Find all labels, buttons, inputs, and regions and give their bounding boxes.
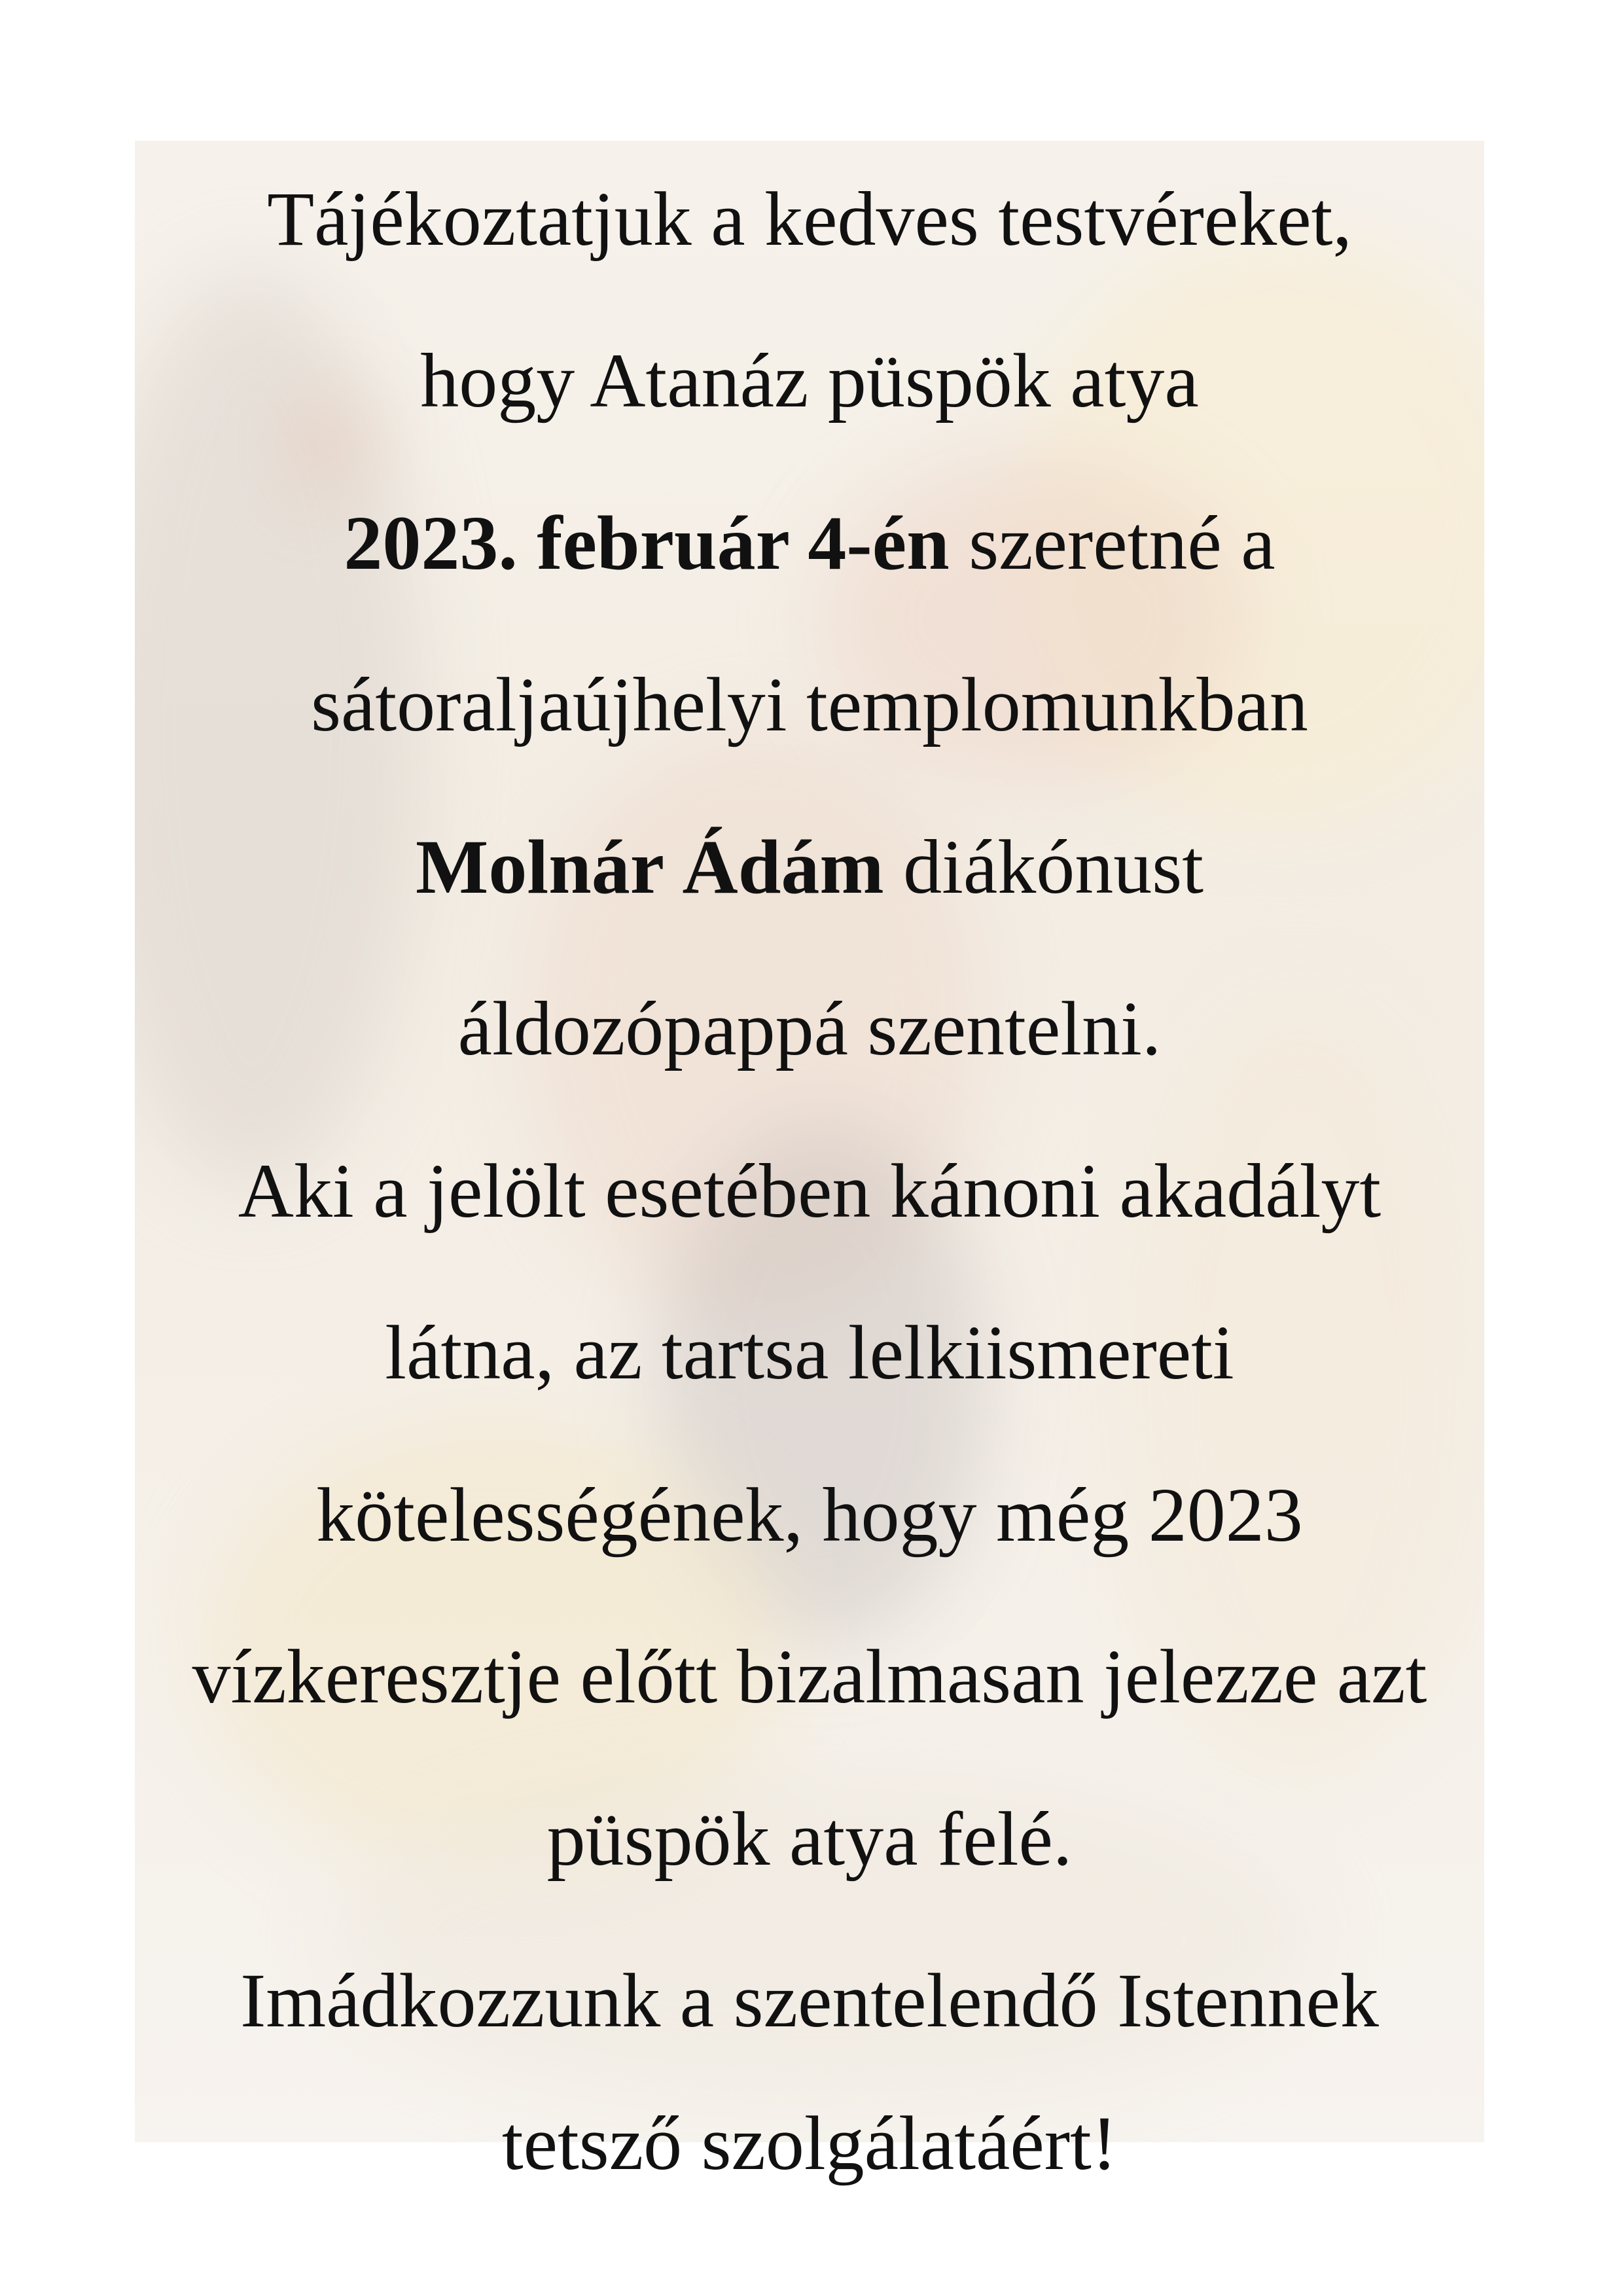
announcement-line-8: látna, az tartsa lelkiismereti (385, 1310, 1234, 1395)
announcement-line-1: Tájékoztatjuk a kedves testvéreket, (267, 176, 1352, 262)
announcement-line-11: püspök atya felé. (546, 1796, 1073, 1882)
announcement-line-2: hogy Atanáz püspök atya (420, 338, 1199, 423)
candidate-name-bold: Molnár Ádám (415, 824, 884, 910)
announcement-line-5-rest: diákónust (883, 824, 1204, 910)
announcement-line-10: vízkeresztje előtt bizalmasan jelezze azt (192, 1634, 1427, 1719)
announcement-line-7: Aki a jelölt esetében kánoni akadályt (238, 1148, 1382, 1234)
announcement-line-3-rest: szeretné a (949, 500, 1275, 586)
announcement-line-12: Imádkozzunk a szentelendő Istennek (240, 1958, 1379, 2043)
announcement-line-9: kötelességének, hogy még 2023 (316, 1472, 1303, 1558)
announcement-line-6: áldozópappá szentelni. (457, 986, 1162, 1071)
announcement-line-13: tetsző szolgálatáért! (501, 2100, 1118, 2186)
announcement-text (135, 141, 1484, 2186)
announcement-line-4: sátoraljaújhelyi templomunkban (311, 662, 1308, 747)
date-bold: 2023. február 4-én (344, 500, 950, 586)
announcement-line-5 (135, 821, 1484, 913)
announcement-line-3 (135, 497, 1484, 589)
